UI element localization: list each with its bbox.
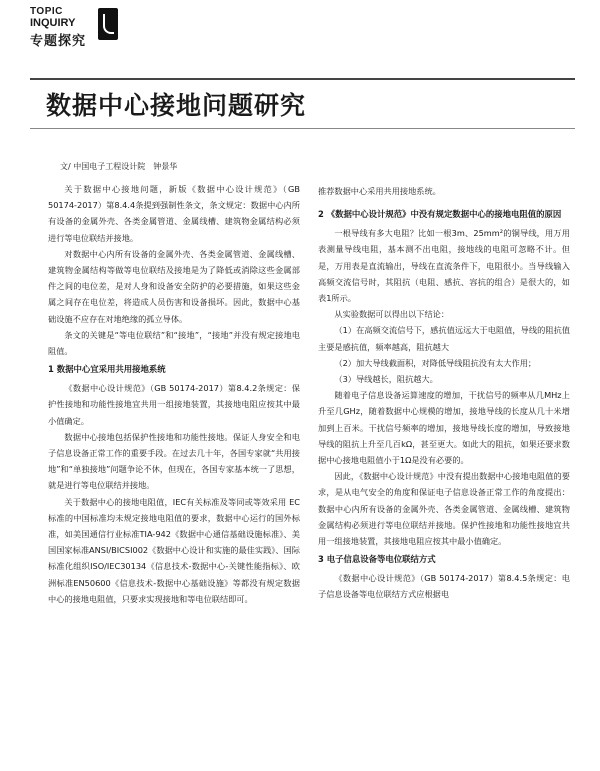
paragraph: 对数据中心内所有设备的金属外壳、各类金属管道、金属线槽、建筑物金属结构等做等电位联结及接地是为了降低或消除这些金属部件之间的电位差，是对人身和设备安全防护的必要措施，如果这些金属之间存在电位差，将造成人员伤害和设备损坏。因此，数据中心基础设施不应存在对地绝缘的孤立导体。 <box>48 248 300 324</box>
paragraph: （2）加大导线截面积，对降低导线阻抗没有太大作用； <box>334 357 537 368</box>
logo-topic-text: TOPIC <box>30 6 63 17</box>
section-heading-3: 3 电子信息设备等电位联结方式 <box>318 554 436 565</box>
paragraph: 《数据中心设计规范》（GB 50174-2017）第8.4.5条规定：电子信息设备等电位联结方式应根据电 <box>318 573 570 600</box>
right-column <box>318 183 570 603</box>
article-byline: 文/ 中国电子工程设计院 钟景华 <box>60 162 178 171</box>
article-title: 数据中心接地问题研究 <box>46 91 307 120</box>
logo-mark-icon <box>98 8 118 40</box>
paragraph: 《数据中心设计规范》（GB 50174-2017）第8.4.2条规定：保护性接地和功能性接地宜共用一组接地装置，其接地电阻应按其中最小值确定。 <box>48 383 300 426</box>
paragraph: 因此，《数据中心设计规范》中没有提出数据中心接地电阻值的要求，是从电气安全的角度和保证电子信息设备正常工作的角度提出：数据中心内所有设备的金属外壳、各类金属管道、金属线槽、建筑物金属结构必须进行等电位联结并接地。保护性接地和功能性接地宜共用一组接地装置，其接地电阻应按其中最小值确定。 <box>318 471 570 547</box>
paragraph: 关于数据中心接地问题，新版《数据中心设计规范》（GB 50174-2017）第8.4.4条提到强制性条文，条文规定：数据中心内所有设备的金属外壳、各类金属管道、金属线槽、建筑物金属结构必须进行等电位联结并接地。 <box>48 184 300 243</box>
section-heading-1: 1 数据中心宜采用共用接地系统 <box>48 364 166 375</box>
left-column <box>48 181 300 607</box>
logo-inquiry-text: INQUIRY <box>30 17 76 29</box>
magazine-section-logo <box>30 6 120 49</box>
paragraph: 推荐数据中心采用共用接地系统。 <box>318 186 441 196</box>
paragraph: 条文的关键是“等电位联结”和“接地”，“接地”并没有规定接地电阻值。 <box>48 329 300 357</box>
paragraph: （1）在高频交流信号下，感抗值远远大于电阻值，导线的阻抗值主要是感抗值，频率越高，阻抗越大 <box>318 325 570 352</box>
paragraph: （3）导线越长，阻抗越大。 <box>334 374 438 385</box>
paragraph: 关于数据中心的接地电阻值，IEC有关标准及等同或等效采用 EC标准的中国标准均未规定接地电阻值的要求，数据中心运行的国外标准，如美国通信行业标准TIA-942《数据中心通信基础设施标准》、美国国家标准ANSI/BICSI002《数据中心设计和实施的最佳实践》、国际标准化组织ISO/IEC30134《信息技术-数据中心-关键性能指标》、欧洲标准EN50600《信息技术-数据中心基础设施》等都没有规定数据中心的接地电阻值，只要求实现接地和等电位联结即可。 <box>48 496 300 604</box>
paragraph: 从实验数据可以得出以下结论： <box>334 309 450 320</box>
paragraph: 一根导线有多大电阻？比如一根3m、25mm²的铜导线，用万用表测量导线电阻，基本测不出电阻，接地线的电阻可忽略不计。但是，万用表是直流输出，导线在直流条件下，电阻很小。当导线输入高频交流信号时，其阻抗（电阻、感抗、容抗的组合）是很大的，如表1所示。 <box>318 228 570 304</box>
logo-chinese-text: 专题探究 <box>30 34 87 49</box>
top-rule <box>30 78 575 80</box>
paragraph: 随着电子信息设备运算速度的增加，干扰信号的频率从几MHz上升至几GHz，随着数据中心规模的增加，接地导线的长度从几十米增加到上百米。干扰信号频率的增加，接地导线长度的增加，导致接地导线的阻抗上升至几百kΩ，甚至更大。如此大的阻抗，如果还要求数据中心接地电阻值小于1Ω是没有必要的。 <box>318 390 570 466</box>
section-heading-2: 2 《数据中心设计规范》中没有规定数据中心的接地电阻值的原因 <box>318 209 562 220</box>
paragraph: 数据中心接地包括保护性接地和功能性接地。保证人身安全和电子信息设备正常工作的重要手段。在过去几十年，各国专家就“共用接地”和“单独接地”问题争论不休，但现在，各国专家基本统一了思想，就是进行等电位联结并接地。 <box>48 431 300 491</box>
title-rule <box>30 128 575 129</box>
